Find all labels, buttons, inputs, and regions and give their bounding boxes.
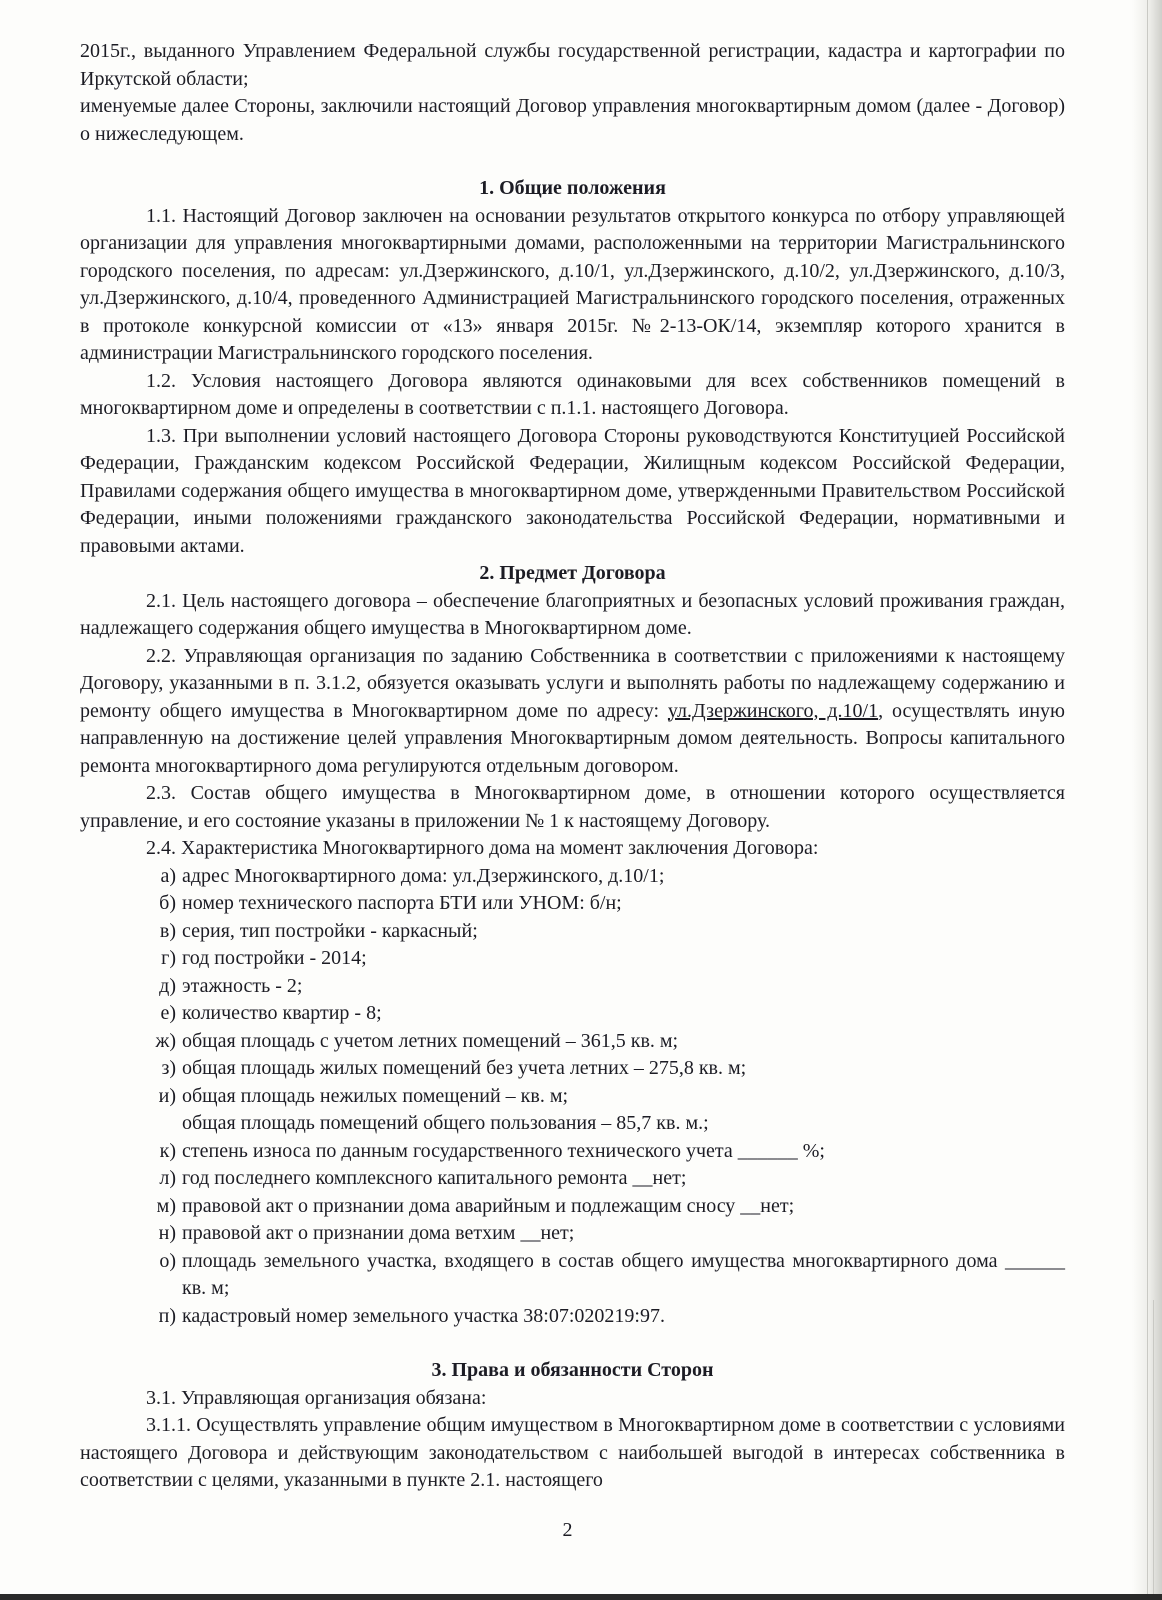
section-1-title: 1. Общие положения xyxy=(479,177,666,199)
list-item-marker: о) xyxy=(159,1249,176,1272)
list-item xyxy=(80,973,1065,1001)
clause-2-3: 2.3. Состав общего имущества в Многоквартирном доме, в отношении которого осуществляется управление, и его состояние указаны в приложении № 1 к настоящему Договору. xyxy=(80,782,1065,832)
list-item xyxy=(80,1000,1065,1028)
list-item-marker: п) xyxy=(158,1304,176,1327)
section-2-title: 2. Предмет Договора xyxy=(479,562,666,584)
list-item-text: общая площадь жилых помещений без учета летних – 275,8 кв. м; xyxy=(182,1057,747,1079)
list-item-marker: з) xyxy=(161,1057,176,1079)
list-item-text: правовой акт о признании дома ветхим __нет; xyxy=(182,1222,575,1244)
list-item-marker: е) xyxy=(160,1002,176,1024)
page-edge-line xyxy=(1153,1300,1154,1600)
list-item-marker: в) xyxy=(159,919,176,942)
list-item-marker: н) xyxy=(158,1222,176,1244)
list-item xyxy=(80,945,1065,973)
intro-paragraph-1: 2015г., выданного Управлением Федеральной службы государственной регистрации, кадастра и картографии по Иркутской области; xyxy=(80,40,1065,90)
list-item-text: общая площадь с учетом летних помещений – 361,5 кв. м; xyxy=(182,1029,679,1052)
clause-2-2-address: ул.Дзержинского, д.10/1 xyxy=(667,699,879,722)
list-item xyxy=(80,1028,1065,1056)
list-item-text: количество квартир - 8; xyxy=(182,1002,382,1024)
list-item-text: степень износа по данным государственного технического учета ______ %; xyxy=(182,1139,825,1162)
clause-2-2-text-a: 2.2. Управляющая организация по заданию Собственника в соответствии с приложениями к настоящему Договору, указанными в п. 3.1.2, обязуется оказывать услуги и выполнять работы по надлежащему содержанию и ремонту общего имущества в Многоквартирном доме по адресу: xyxy=(80,644,1065,722)
page-edge-line xyxy=(1147,0,1148,1600)
list-item-marker: л) xyxy=(159,1167,176,1189)
list-item-text: правовой акт о признании дома аварийным и подлежащим сносу __нет; xyxy=(182,1194,795,1217)
clause-2-2 xyxy=(80,643,1065,781)
list-item xyxy=(80,1193,1065,1221)
list-item xyxy=(80,1138,1065,1166)
list-item xyxy=(80,1165,1065,1193)
list-item xyxy=(80,1248,1065,1303)
clause-3-1-1: 3.1.1. Осуществлять управление общим имуществом в Многоквартирном доме в соответствии с условиями настоящего Договора и действующим законодательством с наибольшей выгодой в интересах собственника в соответствии с целями, указанными в пункте 2.1. настоящего xyxy=(80,1414,1065,1491)
section-3-title: 3. Права и обязанности Сторон xyxy=(431,1359,714,1381)
list-item-text: общая площадь помещений общего пользования – 85,7 кв. м.; xyxy=(182,1112,709,1134)
list-item-marker: а) xyxy=(160,864,176,887)
list-item-text: общая площадь нежилых помещений – кв. м; xyxy=(182,1084,569,1107)
list-item-text: адрес Многоквартирного дома: ул.Дзержинского, д.10/1; xyxy=(182,864,665,887)
clause-2-2-text-b: , осуществлять иную направленную на достижение целей управления Многоквартирным домом деятельность. Вопросы капитального ремонта многоквартирного дома регулируются отдельным договором. xyxy=(80,699,1065,777)
list-item-text: площадь земельного участка, входящего в состав общего имущества многоквартирного дома ______ кв. м; xyxy=(182,1249,1065,1299)
list-item-text: год постройки - 2014; xyxy=(182,947,367,969)
list-item xyxy=(80,1110,1065,1138)
list-item xyxy=(80,890,1065,918)
list-item-marker: ж) xyxy=(155,1029,176,1052)
list-item-text: этажность - 2; xyxy=(182,974,303,997)
clause-3-1: 3.1. Управляющая организация обязана: xyxy=(146,1386,487,1409)
list-item-marker: м) xyxy=(156,1194,176,1217)
scan-bottom-border xyxy=(0,1594,1162,1600)
list-item-text: кадастровый номер земельного участка 38:07:020219:97. xyxy=(182,1304,665,1327)
list-item-marker: к) xyxy=(159,1139,176,1162)
building-characteristics-list xyxy=(80,863,1065,1331)
list-item-text: серия, тип постройки - каркасный; xyxy=(182,919,478,942)
clause-2-1: 2.1. Цель настоящего договора – обеспечение благоприятных и безопасных условий проживания граждан, надлежащего содержания общего имущества в Многоквартирном доме. xyxy=(80,589,1065,639)
list-item xyxy=(80,1055,1065,1083)
list-item-marker: и) xyxy=(158,1084,176,1107)
list-item-marker: б) xyxy=(159,892,176,914)
list-item xyxy=(80,1083,1065,1111)
clause-2-4: 2.4. Характеристика Многоквартирного дома на момент заключения Договора: xyxy=(146,837,819,859)
document-page xyxy=(80,38,1065,1495)
list-item xyxy=(80,1220,1065,1248)
list-item xyxy=(80,1303,1065,1331)
clause-1-3: 1.3. При выполнении условий настоящего Договора Стороны руководствуются Конституцией Российской Федерации, Гражданским кодексом Российской Федерации, Жилищным кодексом Российской Федерации, Правилами содержания общего имущества в многоквартирном доме, утвержденными Правительством Российской Федерации, иными положениями гражданского законодательства Российской Федерации, нормативными и правовыми актами. xyxy=(80,424,1065,557)
intro-paragraph-2: именуемые далее Стороны, заключили настоящий Договор управления многоквартирным домом (далее - Договор) о нижеследующем. xyxy=(80,95,1065,145)
list-item xyxy=(80,918,1065,946)
list-item-text: номер технического паспорта БТИ или УНОМ: б/н; xyxy=(182,892,622,914)
clause-1-1: 1.1. Настоящий Договор заключен на основании результатов открытого конкурса по отбору управляющей организации для управления многоквартирными домами, расположенными на территории Магистральнинского городского поселения, по адресам: ул.Дзержинского, д.10/1, ул.Дзержинского, д.10/2, ул.Дзержинского, д.10/3, ул.Дзержинского, д.10/4, проведенного Администрацией Магистральнинского городского поселения, отраженных в протоколе конкурсной комиссии от «13» января 2015г. №2-13-ОК/14, экземпляр которого хранится в администрации Магистральнинского городского поселения. xyxy=(80,204,1065,364)
clause-1-2: 1.2. Условия настоящего Договора являются одинаковыми для всех собственников помещений в многоквартирном доме и определены в соответствии с п.1.1. настоящего Договора. xyxy=(80,369,1065,419)
list-item xyxy=(80,863,1065,891)
list-item-marker: г) xyxy=(161,947,176,969)
list-item-marker: д) xyxy=(159,974,176,997)
page-number: 2 xyxy=(562,1519,573,1541)
list-item-text: год последнего комплексного капитального ремонта __нет; xyxy=(182,1167,687,1189)
